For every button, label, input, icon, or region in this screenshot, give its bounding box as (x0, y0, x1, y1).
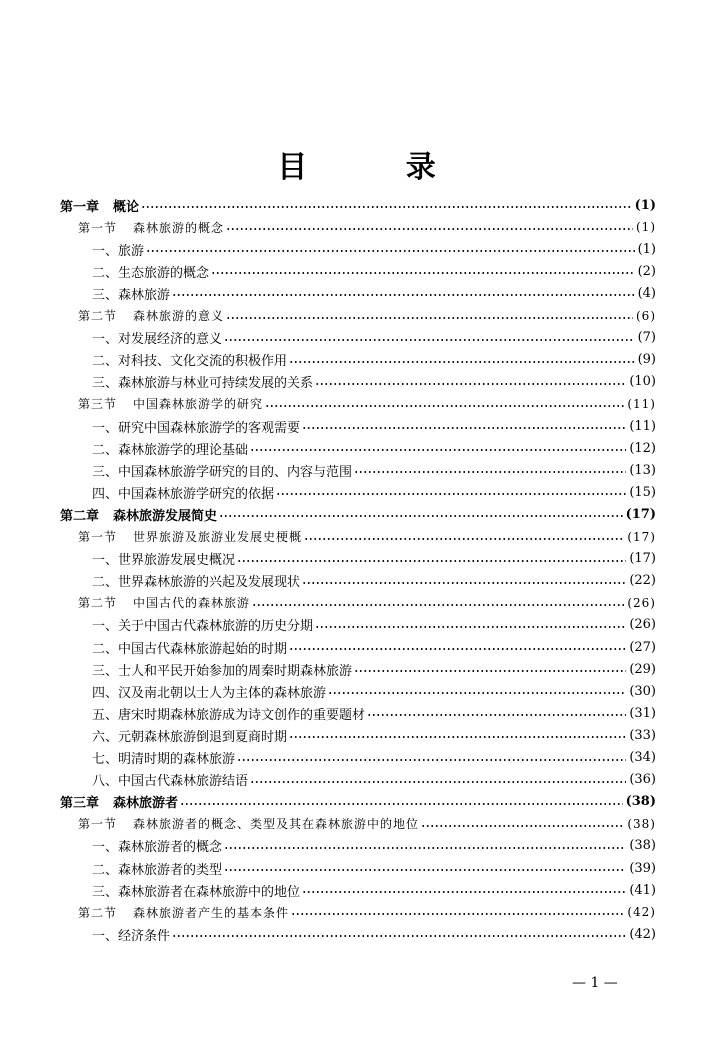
toc-entry-page: (26) (627, 595, 656, 610)
toc-entry-text: 七、明清时期的森林旅游 (92, 752, 236, 767)
toc-entry-page: (13) (629, 462, 656, 478)
dot-leader (180, 802, 623, 806)
toc-entry-page: (2) (637, 263, 656, 279)
toc-entry-title (92, 439, 248, 458)
toc-entry-item[interactable] (92, 282, 656, 304)
toc-entry-item[interactable] (92, 614, 656, 636)
toc-entry-section[interactable] (78, 592, 656, 614)
toc-entry-page: (12) (629, 440, 656, 456)
toc-entry-title (78, 904, 289, 921)
toc-entry-page: (42) (627, 905, 656, 920)
toc-entry-item[interactable] (92, 548, 656, 570)
toc-entry-item[interactable] (92, 702, 656, 724)
toc-entry-text: 二、世界森林旅游的兴起及发展现状 (92, 575, 301, 591)
toc-entry-title (92, 372, 313, 391)
toc-entry-number: 第二节 (78, 596, 118, 611)
toc-entry-section[interactable] (78, 393, 656, 415)
toc-entry-text: 森林旅游的意义 (133, 309, 225, 323)
toc-entry-item[interactable] (92, 835, 656, 857)
toc-entry-page: (38) (627, 816, 656, 831)
toc-entry-item[interactable] (92, 437, 656, 459)
toc-entry-number: 第三节 (78, 397, 118, 412)
toc-entry-text: 三、森林旅游者在森林旅游中的地位 (92, 884, 301, 900)
toc-entry-chapter[interactable] (60, 503, 656, 525)
toc-entry-text: 森林旅游者 (113, 796, 179, 812)
toc-entry-item[interactable] (92, 747, 656, 769)
toc-entry-text: 一、世界旅游发展史概况 (92, 553, 236, 569)
toc-entry-page: (10) (629, 374, 656, 390)
toc-entry-item[interactable] (92, 724, 656, 746)
toc-entry-item[interactable] (92, 680, 656, 702)
toc-entry-item[interactable] (92, 371, 656, 393)
toc-entry-item[interactable] (92, 923, 656, 945)
toc-entry-title (92, 615, 313, 634)
page-number: — 1 — (572, 975, 618, 991)
toc-entry-text: 三、森林旅游 (92, 287, 171, 303)
toc-entry-text: 二、生态旅游的概念 (92, 265, 210, 281)
toc-entry-title (92, 284, 170, 303)
toc-entry-item[interactable] (92, 260, 656, 282)
dot-leader (354, 669, 626, 673)
dot-leader (302, 426, 626, 430)
dot-leader (146, 249, 635, 253)
toc-entry-text: 中国古代的森林旅游 (133, 596, 251, 611)
dot-leader (211, 271, 635, 275)
toc-entry-item[interactable] (92, 879, 656, 901)
dot-leader (304, 537, 624, 541)
toc-entry-text: 二、中国古代森林旅游起始的时期 (92, 641, 288, 657)
dot-leader (328, 691, 626, 695)
toc-entry-chapter[interactable] (60, 194, 656, 216)
dot-leader (421, 824, 624, 828)
toc-entry-page: (38) (629, 838, 656, 854)
toc-entry-number: 第二章 (60, 508, 100, 524)
toc-entry-title (78, 815, 419, 832)
toc-entry-title (92, 726, 287, 745)
dot-leader (224, 338, 635, 342)
toc-entry-page: (11) (629, 418, 656, 434)
toc-entry-title (92, 262, 209, 281)
toc-entry-page: (30) (629, 683, 656, 699)
toc-entry-title (92, 549, 235, 568)
toc-entry-title (92, 682, 326, 701)
toc-entry-text: 五、唐宋时期森林旅游成为诗文创作的重要题材 (92, 707, 366, 723)
dot-leader (250, 448, 626, 452)
toc-entry-page: (22) (629, 573, 656, 589)
toc-entry-item[interactable] (92, 658, 656, 680)
toc-entry-title (92, 836, 222, 855)
toc-entry-text: 一、对发展经济的意义 (92, 332, 223, 348)
toc-entry-title (78, 594, 250, 611)
dot-leader (302, 581, 626, 585)
toc-entry-page: (42) (629, 926, 656, 942)
toc-entry-page: (26) (629, 617, 656, 633)
toc-entry-section[interactable] (78, 901, 656, 923)
toc-entry-text: 一、研究中国森林旅游学的客观需要 (92, 420, 301, 436)
toc-entry-page: (31) (629, 705, 656, 721)
toc-entry-page: (17) (625, 506, 656, 522)
toc-entry-number: 第一节 (78, 530, 118, 544)
toc-entry-text: 二、对科技、文化交流的积极作用 (92, 354, 288, 370)
page-title: 目 录 (277, 150, 480, 185)
toc-entry-text: 森林旅游发展简史 (113, 508, 218, 524)
toc-entry-item[interactable] (92, 238, 656, 260)
toc-entry-item[interactable] (92, 570, 656, 592)
toc-entry-text: 世界旅游及旅游业发展史梗概 (133, 530, 303, 544)
toc-entry-page: (27) (629, 639, 656, 655)
toc-entry-text: 一、森林旅游者的概念 (92, 840, 223, 856)
toc-entry-text: 二、森林旅游学的理论基础 (92, 442, 249, 458)
dot-leader (367, 713, 626, 717)
toc-entry-section[interactable] (78, 305, 656, 327)
dot-leader (276, 492, 626, 496)
dot-leader (315, 625, 626, 629)
toc-entry-text: 三、中国森林旅游学研究的目的、内容与范围 (92, 464, 353, 480)
toc-entry-title (60, 196, 139, 215)
toc-entry-chapter[interactable] (60, 791, 656, 813)
toc-entry-page: (33) (629, 727, 656, 743)
toc-entry-title (92, 770, 248, 789)
toc-entry-item[interactable] (92, 459, 656, 481)
dot-leader (172, 934, 626, 938)
toc-entry-title (92, 240, 144, 259)
toc-entry-page: (36) (629, 772, 656, 788)
toc-entry-text: 森林旅游者的概念、类型及其在森林旅游中的地位 (133, 817, 420, 832)
toc-entry-title (78, 307, 224, 324)
toc-entry-page: (29) (629, 661, 656, 677)
dot-leader (302, 890, 626, 894)
toc-entry-page: (34) (629, 750, 656, 765)
toc-entry-number: 第一章 (60, 199, 100, 215)
dot-leader (224, 868, 626, 872)
toc-entry-item[interactable] (92, 415, 656, 437)
toc-entry-page: (1) (637, 241, 656, 257)
toc-entry-item[interactable] (92, 636, 656, 658)
toc-entry-title (92, 328, 222, 347)
dot-leader (237, 559, 626, 563)
toc-entry-text: 一、关于中国古代森林旅游的历史分期 (92, 619, 314, 635)
toc-entry-text: 概论 (113, 199, 140, 215)
toc-entry-title (92, 571, 300, 590)
toc-entry-title (92, 660, 352, 679)
toc-entry-title (92, 461, 352, 480)
dot-leader (141, 205, 632, 209)
toc-entry-page: (39) (629, 860, 656, 876)
toc-entry-page: (9) (637, 352, 656, 368)
toc-entry-title (78, 395, 263, 412)
toc-entry-text: 一、经济条件 (92, 928, 171, 944)
toc-entry-title (92, 748, 235, 767)
toc-entry-page: (7) (637, 330, 656, 346)
toc-entry-number: 第一节 (78, 817, 118, 832)
toc-entry-item[interactable] (92, 327, 656, 349)
toc-entry-title (92, 350, 287, 369)
dot-leader (250, 780, 626, 784)
toc-entry-section[interactable] (78, 526, 656, 548)
toc-entry-item[interactable] (92, 349, 656, 371)
toc-entry-title (92, 881, 300, 900)
dot-leader (291, 912, 624, 916)
toc-entry-title (92, 704, 365, 723)
toc-entry-page: (1) (636, 220, 656, 235)
toc-entry-page: (17) (627, 529, 656, 544)
dot-leader (289, 735, 626, 739)
toc-entry-page: (38) (625, 794, 656, 810)
toc-entry-text: 四、汉及南北朝以士人为主体的森林旅游 (92, 685, 327, 701)
toc-entry-text: 二、森林旅游者的类型 (92, 862, 223, 878)
toc-entry-text: 中国森林旅游学的研究 (133, 397, 264, 412)
toc-entry-text: 森林旅游的概念 (133, 220, 225, 235)
dot-leader (226, 316, 633, 320)
toc-entry-text: 森林旅游者产生的基本条件 (133, 905, 290, 920)
toc-entry-item[interactable] (92, 769, 656, 791)
dot-leader (237, 758, 626, 762)
toc-entry-item[interactable] (92, 481, 656, 503)
toc-entry-page: (17) (629, 551, 656, 567)
dot-leader (289, 647, 626, 651)
toc-entry-title (60, 792, 178, 811)
toc-entry-section[interactable] (78, 813, 656, 835)
toc-entry-title (92, 859, 222, 878)
toc-entry-section[interactable] (78, 216, 656, 238)
dot-leader (252, 603, 624, 607)
toc-entry-title (78, 528, 302, 545)
toc-entry-number: 第三章 (60, 796, 100, 812)
toc-entry-number: 第二节 (78, 905, 118, 920)
toc-entry-text: 四、中国森林旅游学研究的依据 (92, 486, 275, 502)
toc-entry-text: 三、士人和平民开始参加的周秦时期森林旅游 (92, 663, 353, 679)
dot-leader (289, 360, 635, 364)
dot-leader (265, 404, 624, 408)
toc-entry-page: (41) (629, 882, 656, 898)
toc-entry-item[interactable] (92, 857, 656, 879)
dot-leader (354, 470, 626, 474)
toc-entry-title (60, 505, 217, 524)
dot-leader (224, 846, 626, 850)
toc-entry-title (92, 925, 170, 944)
toc-entry-page: (1) (634, 197, 656, 213)
toc-entry-page: (15) (629, 484, 656, 500)
toc-entry-number: 第二节 (78, 309, 118, 323)
toc-entry-text: 一、旅游 (92, 243, 145, 259)
toc-entry-title (92, 483, 274, 502)
toc-entry-text: 八、中国古代森林旅游结语 (92, 774, 249, 790)
toc-entry-title (92, 638, 287, 657)
dot-leader (315, 382, 626, 386)
dot-leader (219, 514, 623, 518)
toc-entry-title (92, 417, 300, 436)
toc-entry-number: 第一节 (78, 220, 118, 235)
dot-leader (172, 293, 635, 297)
toc-entry-text: 三、森林旅游与林业可持续发展的关系 (92, 376, 314, 392)
toc-entry-page: (11) (627, 396, 656, 411)
dot-leader (226, 227, 633, 231)
toc-entry-title (78, 219, 224, 236)
toc-entry-text: 六、元朝森林旅游倒退到夏商时期 (92, 729, 288, 745)
toc-entry-page: (6) (636, 308, 656, 323)
toc-entry-page: (4) (637, 285, 656, 301)
